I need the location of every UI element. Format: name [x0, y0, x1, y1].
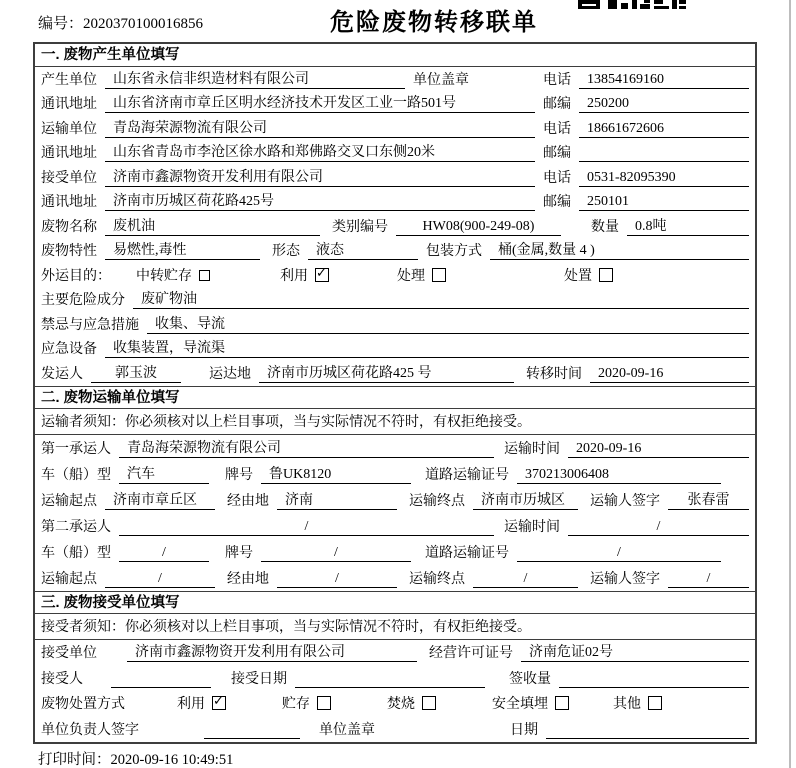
packing-value: 桶(金属,数量 4 ): [490, 239, 749, 260]
row-responsible-sign: [35, 716, 755, 742]
plate-no1-label: 牌号: [225, 467, 253, 483]
producer-address-label: 通讯地址: [41, 97, 97, 112]
purpose-option-dispose: [564, 265, 613, 285]
disposal-option-utilize: [177, 693, 226, 713]
disposal-option-storage-label: 贮存: [282, 697, 310, 713]
carrier1-value: 青岛海荣源物流有限公司: [119, 437, 494, 458]
transport-time2-value: /: [568, 519, 749, 536]
accept-date-value: [295, 671, 485, 688]
disposal-storage-checkbox: [317, 696, 331, 710]
row-receive-unit: [35, 640, 755, 666]
origin2-value: /: [105, 571, 215, 588]
carrier-sign2-label: 运输人签字: [590, 571, 660, 587]
row-receiver-address: [35, 190, 755, 215]
characteristics-label: 废物特性: [41, 244, 97, 259]
disposal-label: 废物处置方式: [41, 697, 125, 713]
row-route1: [35, 487, 755, 513]
carrier1-label: 第一承运人: [41, 441, 111, 457]
disposal-option-other: [613, 693, 662, 713]
producer-label: 产生单位: [41, 72, 97, 88]
purpose-option-utilize-label: 利用: [280, 269, 308, 285]
date-value: [546, 722, 749, 739]
receiver-phone-label: 电话: [543, 170, 571, 186]
disposal-landfill-checkbox: [555, 696, 569, 710]
qr-code-partial-icon: [578, 0, 686, 11]
physical-form-value: 液态: [308, 239, 418, 260]
transporter-value: 青岛海荣源物流有限公司: [105, 117, 535, 138]
disposal-option-landfill-label: 安全填埋: [492, 697, 548, 713]
dispose-checkbox: [599, 268, 613, 282]
hazard-component-label: 主要危险成分: [41, 293, 125, 308]
destination-label: 运达地: [209, 366, 251, 382]
section1-title: 一. 废物产生单位填写: [35, 44, 755, 67]
row-transporter-address: [35, 141, 755, 166]
transport-time2-label: 运输时间: [504, 519, 560, 535]
producer-zip-label: 邮编: [543, 97, 571, 112]
row-transporter-notice: [35, 409, 755, 435]
row-transporter: [35, 116, 755, 141]
disposal-option-incinerate-label: 焚烧: [387, 697, 415, 713]
row-disposal: [35, 691, 755, 717]
print-time-value: 2020-09-16 10:49:51: [110, 752, 234, 768]
receive-unit-value: 济南市鑫源物资开发利用有限公司: [127, 641, 417, 662]
purpose-option-transfer-storage-label: 中转贮存: [136, 269, 192, 285]
taboo-measures-value: 收集、导流: [147, 313, 749, 334]
taboo-measures-label: 禁忌与应急措施: [41, 317, 139, 333]
packing-label: 包装方式: [426, 244, 482, 259]
purpose-option-utilize: [280, 265, 329, 285]
via1-label: 经由地: [227, 493, 269, 509]
vehicle-type2-label: 车（船）型: [41, 545, 111, 561]
row-taboo-measures: [35, 312, 755, 337]
received-quantity-value: [559, 671, 749, 688]
acceptor-value: [111, 671, 211, 688]
via2-label: 经由地: [227, 571, 269, 587]
form-table: [33, 42, 757, 744]
receiver-label: 接受单位: [41, 170, 97, 186]
purpose-option-transfer-storage: [136, 265, 210, 285]
characteristics-value: 易燃性,毒性: [105, 239, 260, 260]
transporter-zip-label: 邮编: [543, 146, 571, 161]
row-route2: [35, 565, 755, 591]
producer-phone-value: 13854169160: [579, 72, 749, 89]
disposal-option-storage: [282, 693, 331, 713]
quantity-value: 0.8吨: [627, 215, 749, 236]
received-quantity-label: 签收量: [509, 671, 551, 687]
terminus2-value: /: [473, 571, 578, 588]
transfer-date-label: 转移时间: [526, 366, 582, 382]
row-purpose: [35, 263, 755, 288]
section3-title: 三. 废物接受单位填写: [35, 591, 755, 614]
receiver-phone-value: 0531-82095390: [579, 170, 749, 187]
row-characteristics: [35, 239, 755, 264]
transfer-storage-checkbox: [199, 270, 210, 281]
purpose-label: 外运目的：: [41, 269, 111, 285]
consignor-value: 郭玉波: [91, 362, 181, 383]
plate-no2-label: 牌号: [225, 545, 253, 561]
disposal-option-other-label: 其他: [613, 697, 641, 713]
row-receiver-notice: [35, 614, 755, 640]
producer-phone-label: 电话: [543, 72, 571, 88]
vehicle-type1-label: 车（船）型: [41, 467, 111, 483]
road-permit1-label: 道路运输证号: [425, 467, 509, 483]
waste-name-value: 废机油: [105, 215, 320, 236]
transfer-date-value: 2020-09-16: [590, 366, 749, 383]
transporter-address-label: 通讯地址: [41, 146, 97, 161]
accept-date-label: 接受日期: [231, 671, 287, 687]
receiver-value: 济南市鑫源物资开发利用有限公司: [105, 166, 535, 187]
section2-title: 二. 废物运输单位填写: [35, 386, 755, 409]
receiver-notice-text: 接受者须知：你必须核对以上栏目事项，当与实际情况不符时，有权拒绝接受。: [41, 620, 531, 635]
vehicle-type2-value: /: [119, 545, 209, 562]
waste-name-label: 废物名称: [41, 219, 97, 235]
quantity-label: 数量: [591, 219, 619, 235]
receiver-address-value: 济南市历城区荷花路425号: [105, 190, 535, 211]
row-hazard-component: [35, 288, 755, 313]
purpose-option-dispose-label: 处置: [564, 269, 592, 285]
unit-seal-label: 单位盖章: [413, 72, 469, 88]
row-vehicle1: [35, 461, 755, 487]
row-acceptor: [35, 665, 755, 691]
print-time-label: 打印时间：: [38, 752, 111, 768]
carrier-sign2-value: /: [668, 571, 749, 588]
consignor-label: 发运人: [41, 366, 83, 382]
transport-time1-label: 运输时间: [504, 441, 560, 457]
responsible-sign-label: 单位负责人签字: [41, 722, 139, 738]
terminus1-label: 运输终点: [409, 493, 465, 509]
page-title: 危险废物转移联单: [330, 9, 538, 36]
purpose-option-treat-label: 处理: [397, 269, 425, 285]
category-code-value: HW08(900-249-08): [396, 219, 561, 236]
row-consignor: [35, 361, 755, 386]
receive-unit-label: 接受单位: [41, 646, 97, 661]
road-permit2-value: /: [517, 545, 721, 562]
license-no-value: 济南危证02号: [521, 641, 749, 662]
unit-seal-label-2: 单位盖章: [319, 722, 375, 738]
carrier2-value: /: [119, 519, 494, 536]
date-label: 日期: [510, 722, 538, 738]
transporter-label: 运输单位: [41, 121, 97, 137]
terminus2-label: 运输终点: [409, 571, 465, 587]
origin1-value: 济南市章丘区: [105, 489, 215, 510]
transporter-phone-value: 18661672606: [579, 121, 749, 138]
carrier-sign1-label: 运输人签字: [590, 493, 660, 509]
hazard-component-value: 废矿物油: [133, 288, 749, 309]
origin1-label: 运输起点: [41, 493, 97, 509]
terminus1-value: 济南市历城区: [473, 489, 578, 510]
emergency-equipment-label: 应急设备: [41, 342, 97, 357]
plate-no1-value: 鲁UK8120: [261, 463, 411, 484]
row-emergency-equipment: [35, 337, 755, 362]
transporter-notice-text: 运输者须知：你必须核对以上栏目事项，当与实际情况不符时，有权拒绝接受。: [41, 415, 531, 430]
row-vehicle2: [35, 539, 755, 565]
form-number-value: 2020370100016856: [83, 16, 204, 32]
responsible-sign-value: [204, 722, 300, 739]
category-code-label: 类别编号: [332, 219, 388, 235]
form-number: [38, 12, 203, 33]
producer-value: 山东省永信非织造材料有限公司: [105, 68, 405, 89]
row-producer-address: [35, 92, 755, 117]
carrier-sign1-value: 张春雷: [668, 489, 749, 510]
disposal-option-utilize-label: 利用: [177, 697, 205, 713]
treat-checkbox: [432, 268, 446, 282]
disposal-option-incinerate: [387, 693, 436, 713]
destination-value: 济南市历城区荷花路425 号: [259, 362, 514, 383]
physical-form-label: 形态: [272, 244, 300, 259]
receiver-zip-label: 邮编: [543, 195, 571, 210]
row-carrier2: [35, 513, 755, 539]
plate-no2-value: /: [261, 545, 411, 562]
purpose-option-treat: [397, 265, 446, 285]
via2-value: /: [277, 571, 397, 588]
row-producer: [35, 67, 755, 92]
disposal-utilize-checkbox: [212, 696, 226, 710]
disposal-option-landfill: [492, 693, 569, 713]
form-number-label: 编号：: [38, 16, 84, 32]
road-permit1-value: 370213006408: [517, 467, 721, 484]
disposal-incinerate-checkbox: [422, 696, 436, 710]
carrier2-label: 第二承运人: [41, 519, 111, 535]
receiver-address-label: 通讯地址: [41, 195, 97, 210]
producer-zip-value: 250200: [579, 96, 749, 113]
disposal-other-checkbox: [648, 696, 662, 710]
transport-time1-value: 2020-09-16: [568, 441, 749, 458]
scan-page-edge: [789, 0, 791, 768]
print-time: [38, 748, 233, 768]
emergency-equipment-value: 收集装置，导流渠: [105, 337, 749, 358]
transporter-phone-label: 电话: [543, 121, 571, 137]
license-no-label: 经营许可证号: [429, 646, 513, 661]
transporter-zip-value: [579, 145, 749, 162]
row-receiver: [35, 165, 755, 190]
vehicle-type1-value: 汽车: [119, 463, 209, 484]
origin2-label: 运输起点: [41, 571, 97, 587]
acceptor-label: 接受人: [41, 671, 83, 687]
utilize-checkbox: [315, 268, 329, 282]
row-waste-name: [35, 214, 755, 239]
via1-value: 济南: [277, 489, 397, 510]
row-carrier1: [35, 435, 755, 461]
receiver-zip-value: 250101: [579, 194, 749, 211]
producer-address-value: 山东省济南市章丘区明水经济技术开发区工业一路501号: [105, 92, 535, 113]
road-permit2-label: 道路运输证号: [425, 545, 509, 561]
transporter-address-value: 山东省青岛市李沧区徐水路和郑佛路交叉口东侧20米: [105, 141, 535, 162]
